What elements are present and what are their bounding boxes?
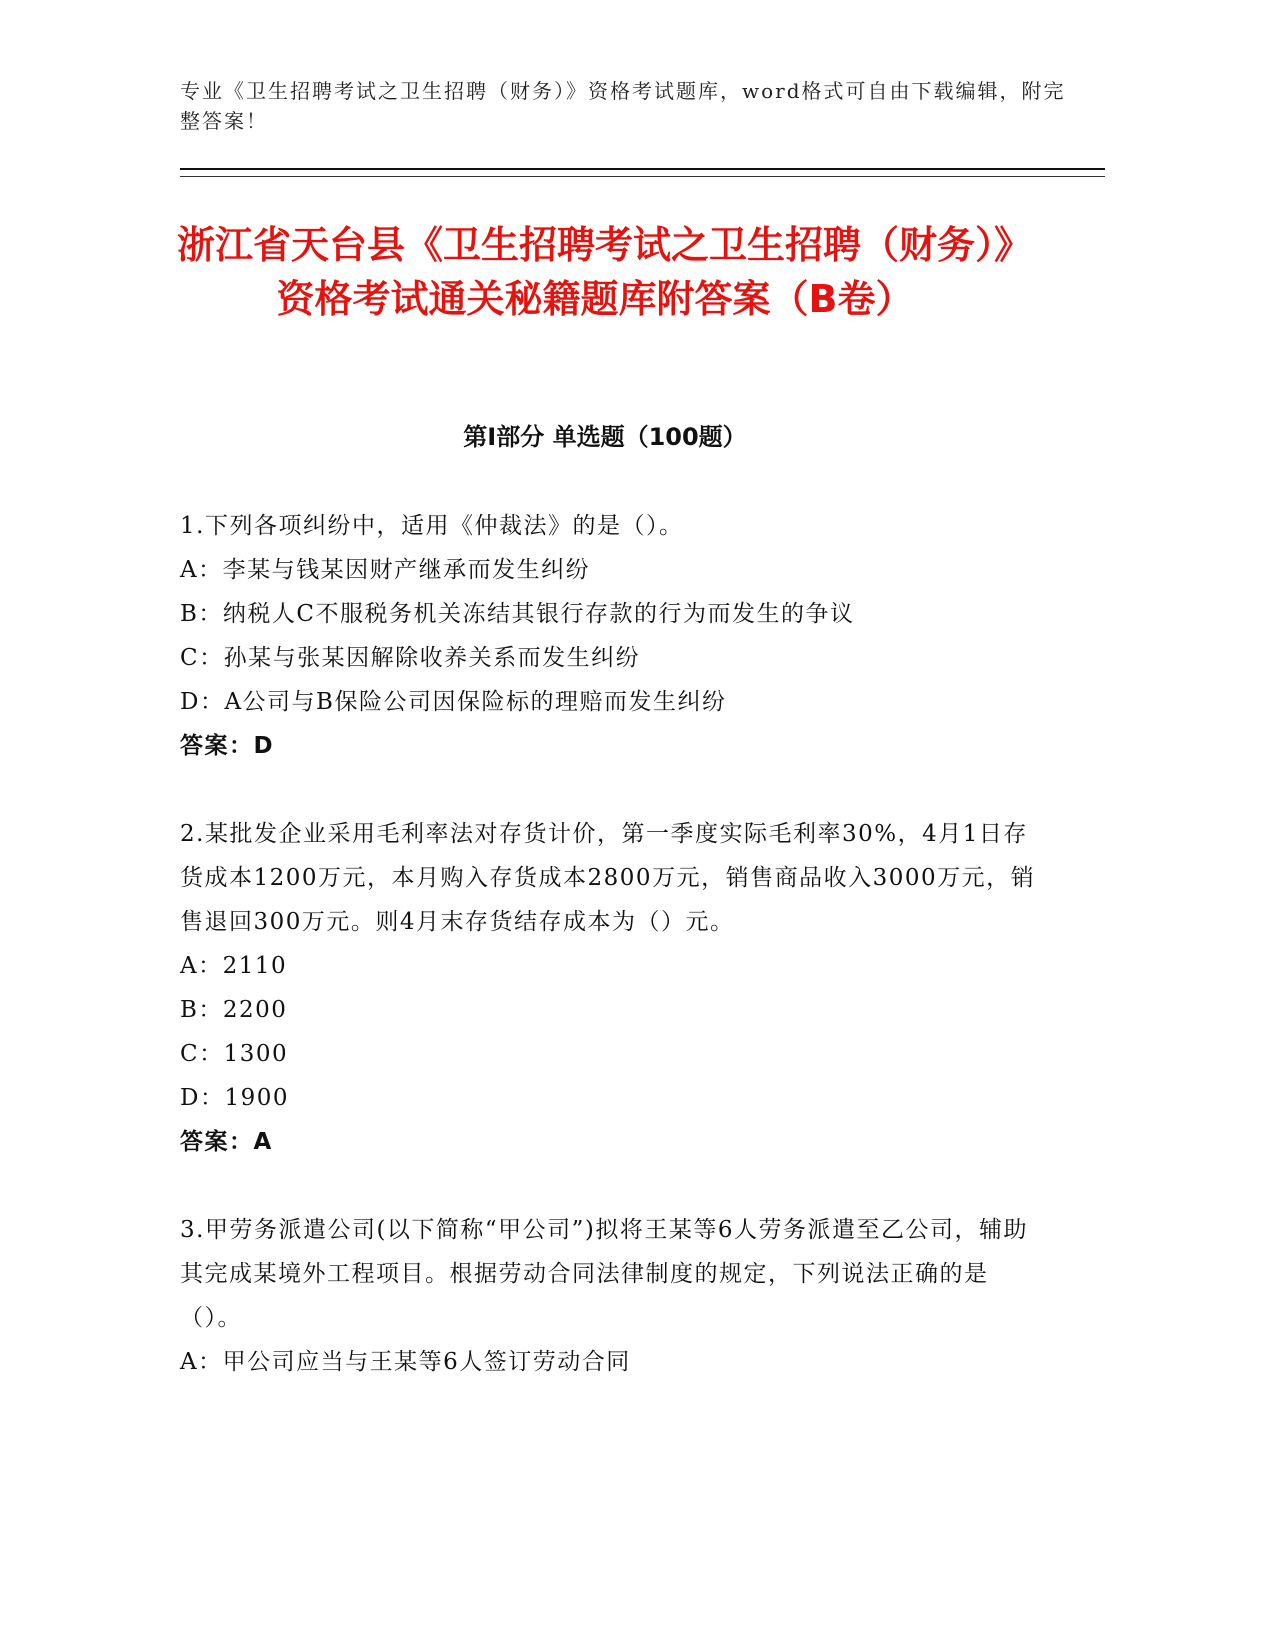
question-3: [180, 1208, 1040, 1384]
question-stem: 2.某批发企业采用毛利率法对存货计价，第一季度实际毛利率30%，4月1日存货成本1200万元，本月购入存货成本2800万元，销售商品收入3000万元，销售退回300万元。则4月末存货结存成本为（）元。: [180, 821, 1036, 935]
option-a: A：甲公司应当与王某等6人签订劳动合同: [180, 1349, 631, 1375]
document-title: 浙江省天台县《卫生招聘考试之卫生招聘（财务）》资格考试通关秘籍题库附答案（B卷）: [176, 223, 1013, 321]
question-1: [180, 504, 1040, 768]
header-divider-thin: [180, 176, 1105, 177]
header-note: 专业《卫生招聘考试之卫生招聘（财务）》资格考试题库，word格式可自由下载编辑，附完整答案！: [180, 79, 1066, 133]
option-b: B：纳税人C不服税务机关冻结其银行存款的行为而发生的争议: [180, 601, 855, 627]
option-a: A：李某与钱某因财产继承而发生纠纷: [180, 557, 591, 583]
question-list: [180, 504, 1040, 1384]
question-2: [180, 812, 1040, 1164]
option-d: D：A公司与B保险公司因保险标的理赔而发生纠纷: [180, 689, 727, 715]
option-d: D：1900: [180, 1085, 289, 1111]
section-heading: 第Ⅰ部分 单选题（100题）: [463, 423, 747, 451]
option-a: A：2110: [180, 953, 288, 979]
question-stem: 1.下列各项纠纷中，适用《仲裁法》的是（）。: [180, 513, 684, 539]
option-c: C：孙某与张某因解除收养关系而发生纠纷: [180, 645, 641, 671]
header-divider-thick: [180, 168, 1105, 170]
answer: 答案：D: [180, 733, 275, 759]
option-b: B：2200: [180, 997, 288, 1023]
option-c: C：1300: [180, 1041, 289, 1067]
question-stem: 3.甲劳务派遣公司(以下简称“甲公司”)拟将王某等6人劳务派遣至乙公司，辅助其完成某境外工程项目。根据劳动合同法律制度的规定，下列说法正确的是（）。: [180, 1217, 1029, 1331]
answer: 答案：A: [180, 1129, 273, 1155]
